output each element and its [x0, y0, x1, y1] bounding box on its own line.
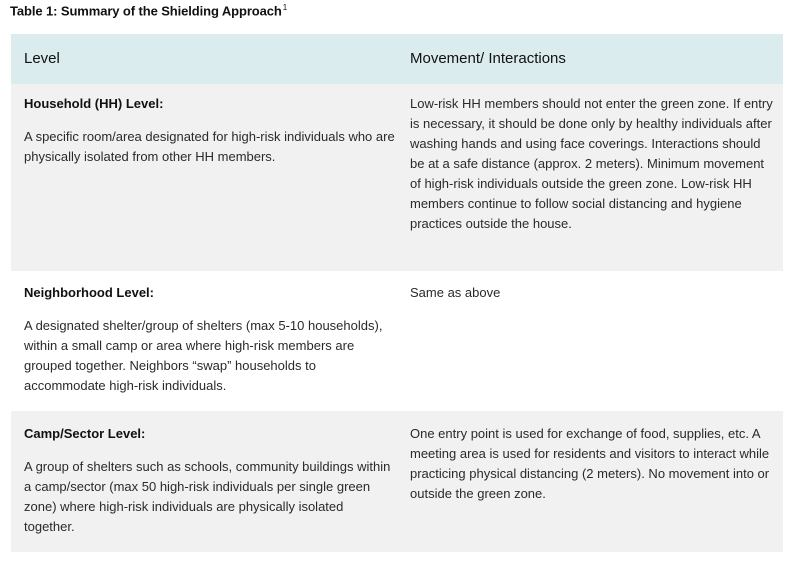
level-cell — [11, 84, 397, 271]
caption-text: Table 1: Summary of the Shielding Approach — [10, 3, 282, 19]
level-title: Neighborhood Level: — [24, 285, 154, 300]
level-title: Camp/Sector Level: — [24, 426, 146, 441]
table-row — [11, 411, 783, 552]
level-description: A group of shelters such as schools, community buildings within a camp/sector (max 50 high-risk individuals per single green zone) where high-risk individuals are physically isolated together. — [24, 459, 391, 534]
caption-footnote-marker: 1 — [282, 3, 288, 12]
level-title: Household (HH) Level: — [24, 96, 164, 111]
table-row — [11, 84, 783, 271]
level-description: A specific room/area designated for high-risk individuals who are physically isolated from other HH members. — [24, 129, 395, 164]
movement-cell: Same as above — [410, 285, 501, 300]
level-cell — [11, 271, 397, 411]
level-cell — [11, 411, 397, 552]
header-movement: Movement/ Interactions — [410, 50, 566, 67]
header-level: Level — [24, 50, 60, 67]
movement-cell: One entry point is used for exchange of food, supplies, etc. A meeting area is used for residents and visitors to interact while practicing physical distancing (2 meters). No movement into or outside the green zone. — [410, 426, 770, 501]
level-description: A designated shelter/group of shelters (max 5-10 households), within a small camp or area where high-risk members are grouped together. Neighbors “swap” households to accommodate high-risk individuals. — [24, 318, 383, 393]
shielding-summary-table — [11, 34, 783, 552]
table-header-row — [11, 34, 783, 84]
movement-cell: Low-risk HH members should not enter the green zone. If entry is necessary, it should be done only by healthy individuals after washing hands and using face coverings. Interactions should be at a safe distance (approx. 2 meters). Minimum movement of high-risk individuals outside the green zone. Low-risk HH members continue to follow social distancing and hygiene practices outside the house. — [410, 96, 773, 231]
table-row — [11, 271, 783, 411]
table-caption — [10, 3, 287, 18]
